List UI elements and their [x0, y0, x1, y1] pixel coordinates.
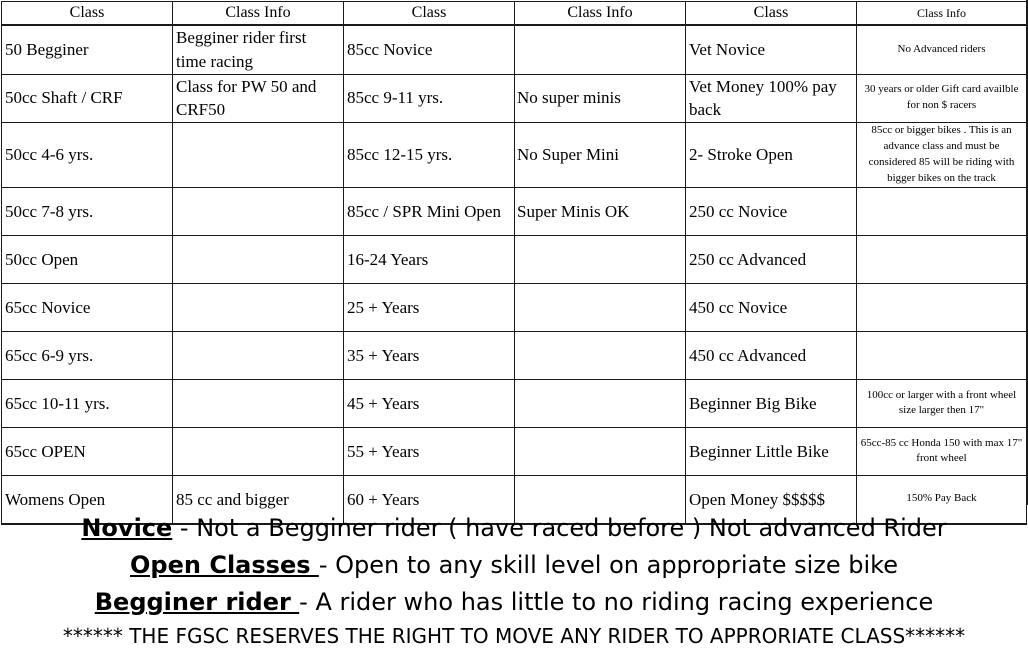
beginner-rider-term: Begginer rider	[94, 588, 300, 616]
table-row	[2, 123, 1027, 188]
class-info-cell: 150% Pay Back	[857, 475, 1027, 524]
open-classes-definition	[0, 547, 1028, 584]
class-name-cell: 85cc Novice	[344, 25, 515, 74]
class-name-cell: Beginner Little Bike	[686, 427, 857, 475]
class-info-cell	[515, 331, 686, 379]
class-info-cell	[173, 123, 344, 188]
class-name-cell: 25 + Years	[344, 283, 515, 331]
class-info-cell	[857, 331, 1027, 379]
class-name-cell: 50cc 4-6 yrs.	[2, 123, 173, 188]
class-info-cell	[857, 187, 1027, 235]
novice-term: Novice	[81, 514, 173, 542]
class-info-cell	[857, 235, 1027, 283]
class-name-cell: 60 + Years	[344, 475, 515, 524]
table-row	[2, 379, 1027, 427]
table-row	[2, 74, 1027, 123]
class-name-cell: 250 cc Advanced	[686, 235, 857, 283]
header-class: Class	[686, 2, 857, 26]
class-info-cell: 30 years or older Gift card availble for non $ racers	[857, 74, 1027, 123]
class-name-cell: 55 + Years	[344, 427, 515, 475]
table-row	[2, 235, 1027, 283]
class-name-cell: 50cc Open	[2, 235, 173, 283]
class-name-cell: 85cc 12-15 yrs.	[344, 123, 515, 188]
class-name-cell: Vet Novice	[686, 25, 857, 74]
class-name-cell: 65cc Novice	[2, 283, 173, 331]
header-class-info: Class Info	[857, 2, 1027, 26]
class-info-cell: Class for PW 50 and CRF50	[173, 74, 344, 123]
class-info-cell	[173, 187, 344, 235]
class-info-cell	[173, 235, 344, 283]
class-info-cell: Begginer rider first time racing	[173, 25, 344, 74]
class-name-cell: Vet Money 100% pay back	[686, 74, 857, 123]
class-info-cell: 85 cc and bigger	[173, 475, 344, 524]
class-info-cell	[515, 25, 686, 74]
table-row	[2, 427, 1027, 475]
class-name-cell: 65cc OPEN	[2, 427, 173, 475]
definitions-section	[0, 510, 1028, 651]
class-info-cell: No Super Mini	[515, 123, 686, 188]
class-name-cell: 50 Begginer	[2, 25, 173, 74]
class-info-cell	[173, 427, 344, 475]
class-name-cell: 50cc 7-8 yrs.	[2, 187, 173, 235]
class-name-cell: 450 cc Novice	[686, 283, 857, 331]
class-info-cell	[173, 331, 344, 379]
class-name-cell: 50cc Shaft / CRF	[2, 74, 173, 123]
table-row	[2, 331, 1027, 379]
header-class: Class	[344, 2, 515, 26]
class-name-cell: 16-24 Years	[344, 235, 515, 283]
table-row	[2, 187, 1027, 235]
class-name-cell: 250 cc Novice	[686, 187, 857, 235]
novice-definition	[0, 510, 1028, 547]
class-info-cell	[857, 283, 1027, 331]
header-row	[2, 2, 1027, 26]
class-name-cell: 45 + Years	[344, 379, 515, 427]
class-info-cell: Super Minis OK	[515, 187, 686, 235]
header-class-info: Class Info	[515, 2, 686, 26]
class-name-cell: 65cc 6-9 yrs.	[2, 331, 173, 379]
class-info-cell: 85cc or bigger bikes . This is an advance class and must be considered 85 will be riding with bigger bikes on the track	[857, 123, 1027, 188]
class-name-cell: 65cc 10-11 yrs.	[2, 379, 173, 427]
class-name-cell: Open Money $$$$$	[686, 475, 857, 524]
class-info-cell	[515, 379, 686, 427]
header-class: Class	[2, 2, 173, 26]
class-table	[1, 1, 1027, 525]
open-classes-term: Open Classes	[130, 551, 319, 579]
class-info-cell: No super minis	[515, 74, 686, 123]
class-info-cell	[515, 283, 686, 331]
class-info-cell: 65cc-85 cc Honda 150 with max 17" front wheel	[857, 427, 1027, 475]
class-name-cell: Beginner Big Bike	[686, 379, 857, 427]
header-class-info: Class Info	[173, 2, 344, 26]
novice-text: - Not a Begginer rider ( have raced before ) Not advanced Rider	[172, 514, 947, 542]
class-name-cell: 2- Stroke Open	[686, 123, 857, 188]
class-name-cell: 85cc 9-11 yrs.	[344, 74, 515, 123]
class-info-cell: 100cc or larger with a front wheel size larger then 17"	[857, 379, 1027, 427]
beginner-rider-definition	[0, 584, 1028, 621]
open-classes-text: - Open to any skill level on appropriate size bike	[318, 551, 898, 579]
class-name-cell: 35 + Years	[344, 331, 515, 379]
table-row	[2, 283, 1027, 331]
class-move-rule: ****** THE FGSC RESERVES THE RIGHT TO MOVE ANY RIDER TO APPRORIATE CLASS******	[62, 624, 966, 648]
class-name-cell: 85cc / SPR Mini Open	[344, 187, 515, 235]
class-info-cell	[515, 427, 686, 475]
class-info-cell: No Advanced riders	[857, 25, 1027, 74]
table-row	[2, 25, 1027, 74]
class-name-cell: 450 cc Advanced	[686, 331, 857, 379]
beginner-rider-text: - A rider who has little to no riding racing experience	[299, 588, 934, 616]
class-name-cell: Womens Open	[2, 475, 173, 524]
class-info-cell	[173, 379, 344, 427]
class-info-cell	[515, 235, 686, 283]
class-info-cell	[173, 283, 344, 331]
